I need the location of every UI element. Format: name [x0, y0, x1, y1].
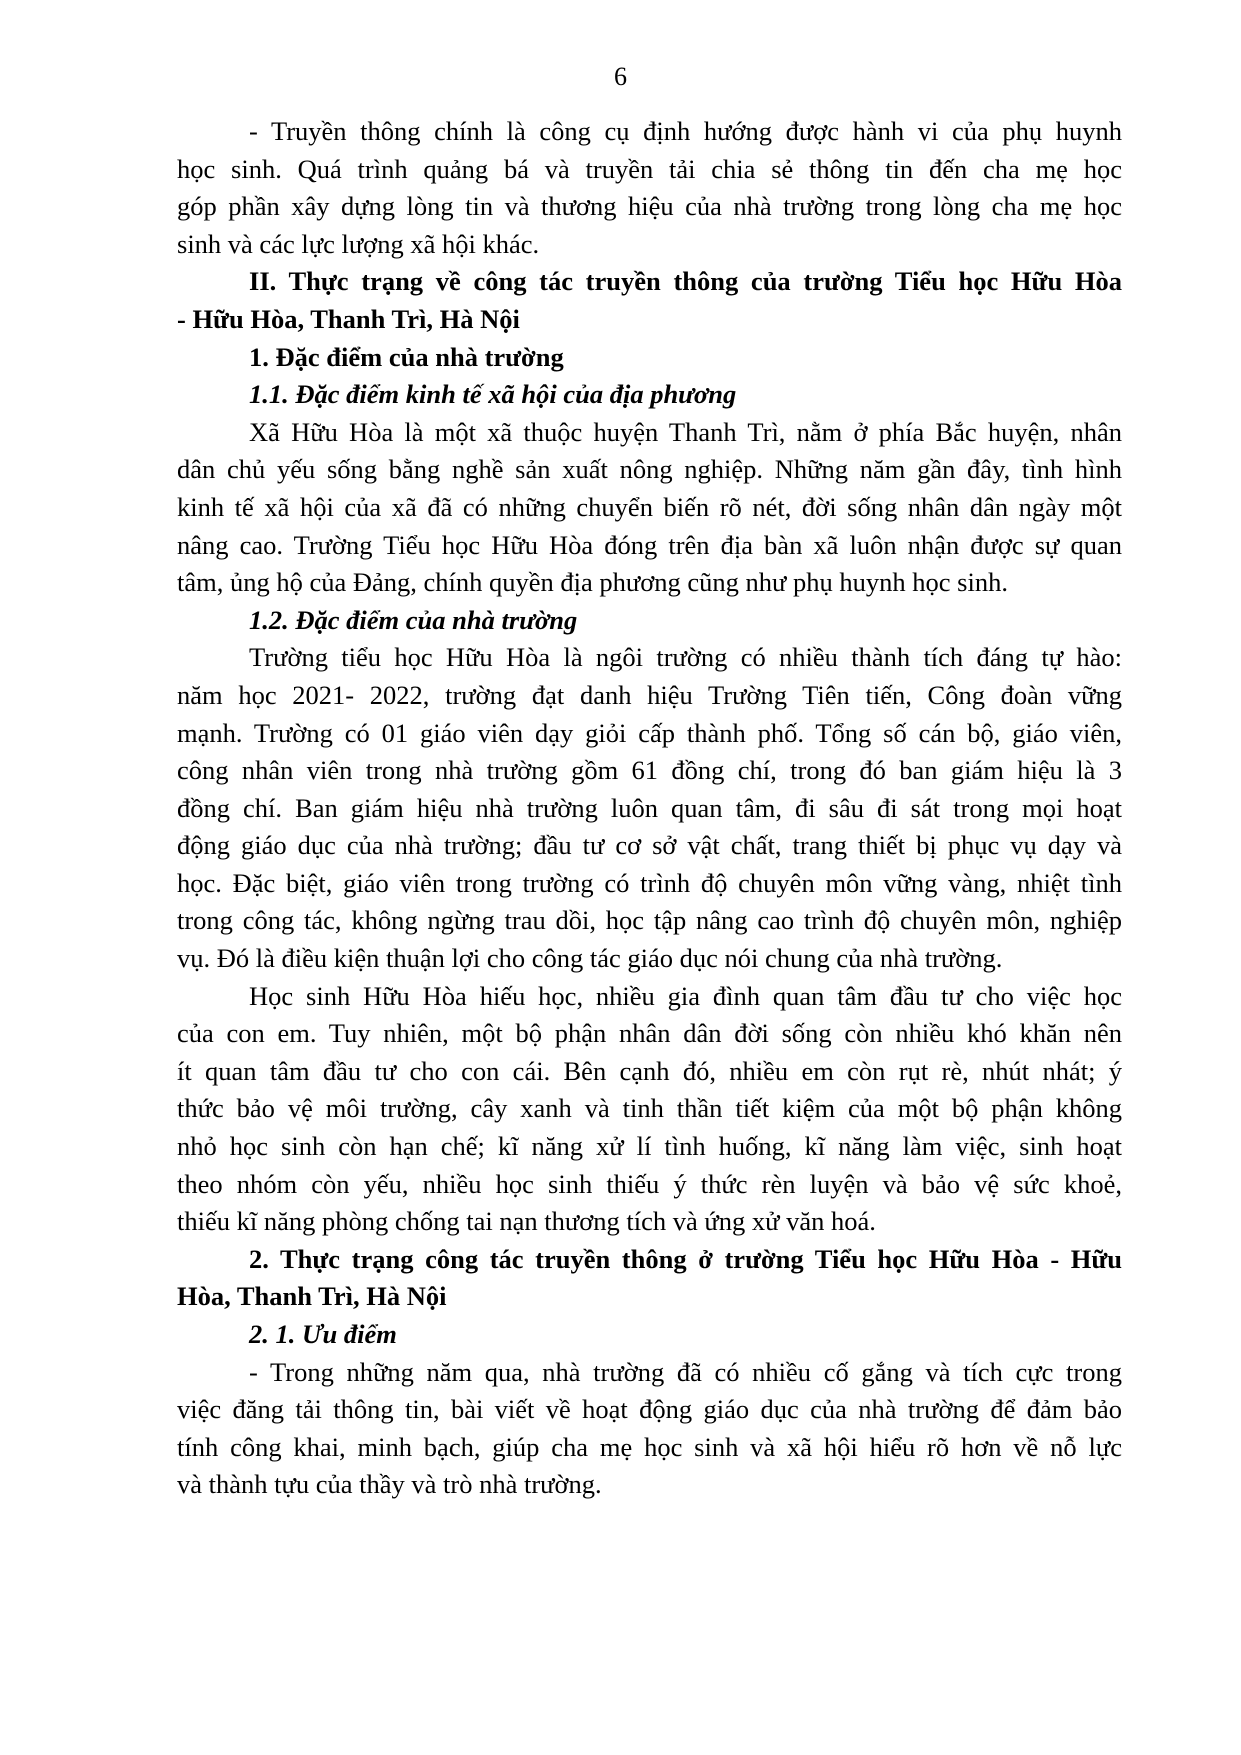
paragraph-communication-role [177, 113, 1122, 263]
text-line: sinh và các lực lượng xã hội khác. [177, 228, 540, 259]
text-line: ít quan tâm đầu tư cho con cái. Bên cạnh đó, nhiều em còn rụt rè, nhút nhát; ý [177, 1055, 1122, 1086]
heading-line: 1.1. Đặc điểm kinh tế xã hội của địa phương [249, 379, 737, 410]
text-line: trong công tác, không ngừng trau dồi, học tập nâng cao trình độ chuyên môn, nghiệp [177, 905, 1122, 936]
text-line: học sinh. Quá trình quảng bá và truyền tải chia sẻ thông tin đến cha mẹ học [177, 153, 1122, 184]
paragraph-advantages [177, 1354, 1122, 1504]
subsection-heading-1-1 [177, 376, 1122, 414]
subsection-heading-1-2 [177, 602, 1122, 640]
text-line: tâm, ủng hộ của Đảng, chính quyền địa phương cũng như phụ huynh học sinh. [177, 567, 1008, 598]
section-heading-2 [177, 1241, 1122, 1316]
text-line: thiếu kĩ năng phòng chống tai nạn thương tích và ứng xử văn hoá. [177, 1206, 876, 1237]
text-line: của con em. Tuy nhiên, một bộ phận nhân dân đời sống còn nhiều khó khăn nên [177, 1018, 1122, 1049]
heading-line: - Hữu Hòa, Thanh Trì, Hà Nội [177, 303, 520, 334]
section-heading-ii [177, 263, 1122, 338]
document-body [177, 113, 1122, 1504]
paragraph-school-features [177, 639, 1122, 977]
text-line: động giáo dục của nhà trường; đầu tư cơ sở vật chất, trang thiết bị phục vụ dạy và [177, 830, 1122, 861]
heading-line: II. Thực trạng về công tác truyền thông của trường Tiểu học Hữu Hòa [249, 266, 1122, 297]
text-line: nhỏ học sinh còn hạn chế; kĩ năng xử lí tình huống, kĩ năng làm việc, sinh hoạt [177, 1131, 1122, 1162]
text-line: và thành tựu của thầy và trò nhà trường. [177, 1469, 602, 1500]
heading-line: 2. 1. Ưu điểm [249, 1319, 397, 1349]
text-line: - Trong những năm qua, nhà trường đã có nhiều cố gắng và tích cực trong [249, 1356, 1122, 1387]
paragraph-students [177, 978, 1122, 1241]
text-line: vụ. Đó là điều kiện thuận lợi cho công tác giáo dục nói chung của nhà trường. [177, 943, 1003, 974]
text-line: Trường tiểu học Hữu Hòa là ngôi trường có nhiều thành tích đáng tự hào: [249, 642, 1122, 673]
text-line: theo nhóm còn yếu, nhiều học sinh thiếu ý thức rèn luyện và bảo vệ sức khoẻ, [177, 1168, 1122, 1199]
text-line: công nhân viên trong nhà trường gồm 61 đồng chí, trong đó ban giám hiệu là 3 [177, 755, 1122, 786]
text-line: năm học 2021- 2022, trường đạt danh hiệu Trường Tiên tiến, Công đoàn vững [177, 679, 1122, 710]
text-line: kinh tế xã hội của xã đã có những chuyển biến rõ nét, đời sống nhân dân ngày một [177, 491, 1122, 522]
text-line: Xã Hữu Hòa là một xã thuộc huyện Thanh Trì, nằm ở phía Bắc huyện, nhân [249, 416, 1122, 447]
text-line: việc đăng tải thông tin, bài viết về hoạt động giáo dục của nhà trường để đảm bảo [177, 1394, 1122, 1425]
text-line: thức bảo vệ môi trường, cây xanh và tinh thần tiết kiệm của một bộ phận không [177, 1093, 1122, 1124]
subsection-heading-2-1 [177, 1316, 1122, 1354]
text-line: nâng cao. Trường Tiểu học Hữu Hòa đóng trên địa bàn xã luôn nhận được sự quan [177, 529, 1122, 560]
text-line: góp phần xây dựng lòng tin và thương hiệu của nhà trường trong lòng cha mẹ học [177, 191, 1122, 222]
text-line: Học sinh Hữu Hòa hiếu học, nhiều gia đình quan tâm đầu tư cho việc học [249, 980, 1122, 1011]
page-number: 6 [614, 62, 627, 91]
text-line: mạnh. Trường có 01 giáo viên dạy giỏi cấp thành phố. Tổng số cán bộ, giáo viên, [177, 717, 1122, 748]
text-line: đồng chí. Ban giám hiệu nhà trường luôn quan tâm, đi sâu đi sát trong mọi hoạt [177, 792, 1122, 823]
heading-line: 2. Thực trạng công tác truyền thông ở trường Tiểu học Hữu Hòa - Hữu [249, 1243, 1122, 1274]
paragraph-local-economy [177, 414, 1122, 602]
text-line: học. Đặc biệt, giáo viên trong trường có trình độ chuyên môn vững vàng, nhiệt tình [177, 867, 1122, 898]
heading-line: Hòa, Thanh Trì, Hà Nội [177, 1281, 447, 1312]
heading-line: 1.2. Đặc điểm của nhà trường [249, 604, 578, 635]
text-line: - Truyền thông chính là công cụ định hướng được hành vi của phụ huynh [249, 116, 1122, 146]
heading-line: 1. Đặc điểm của nhà trường [249, 341, 564, 372]
text-line: dân chủ yếu sống bằng nghề sản xuất nông nghiệp. Những năm gần đây, tình hình [177, 454, 1122, 485]
section-heading-1 [177, 339, 1122, 377]
text-line: tính công khai, minh bạch, giúp cha mẹ học sinh và xã hội hiểu rõ hơn về nỗ lực [177, 1431, 1122, 1462]
